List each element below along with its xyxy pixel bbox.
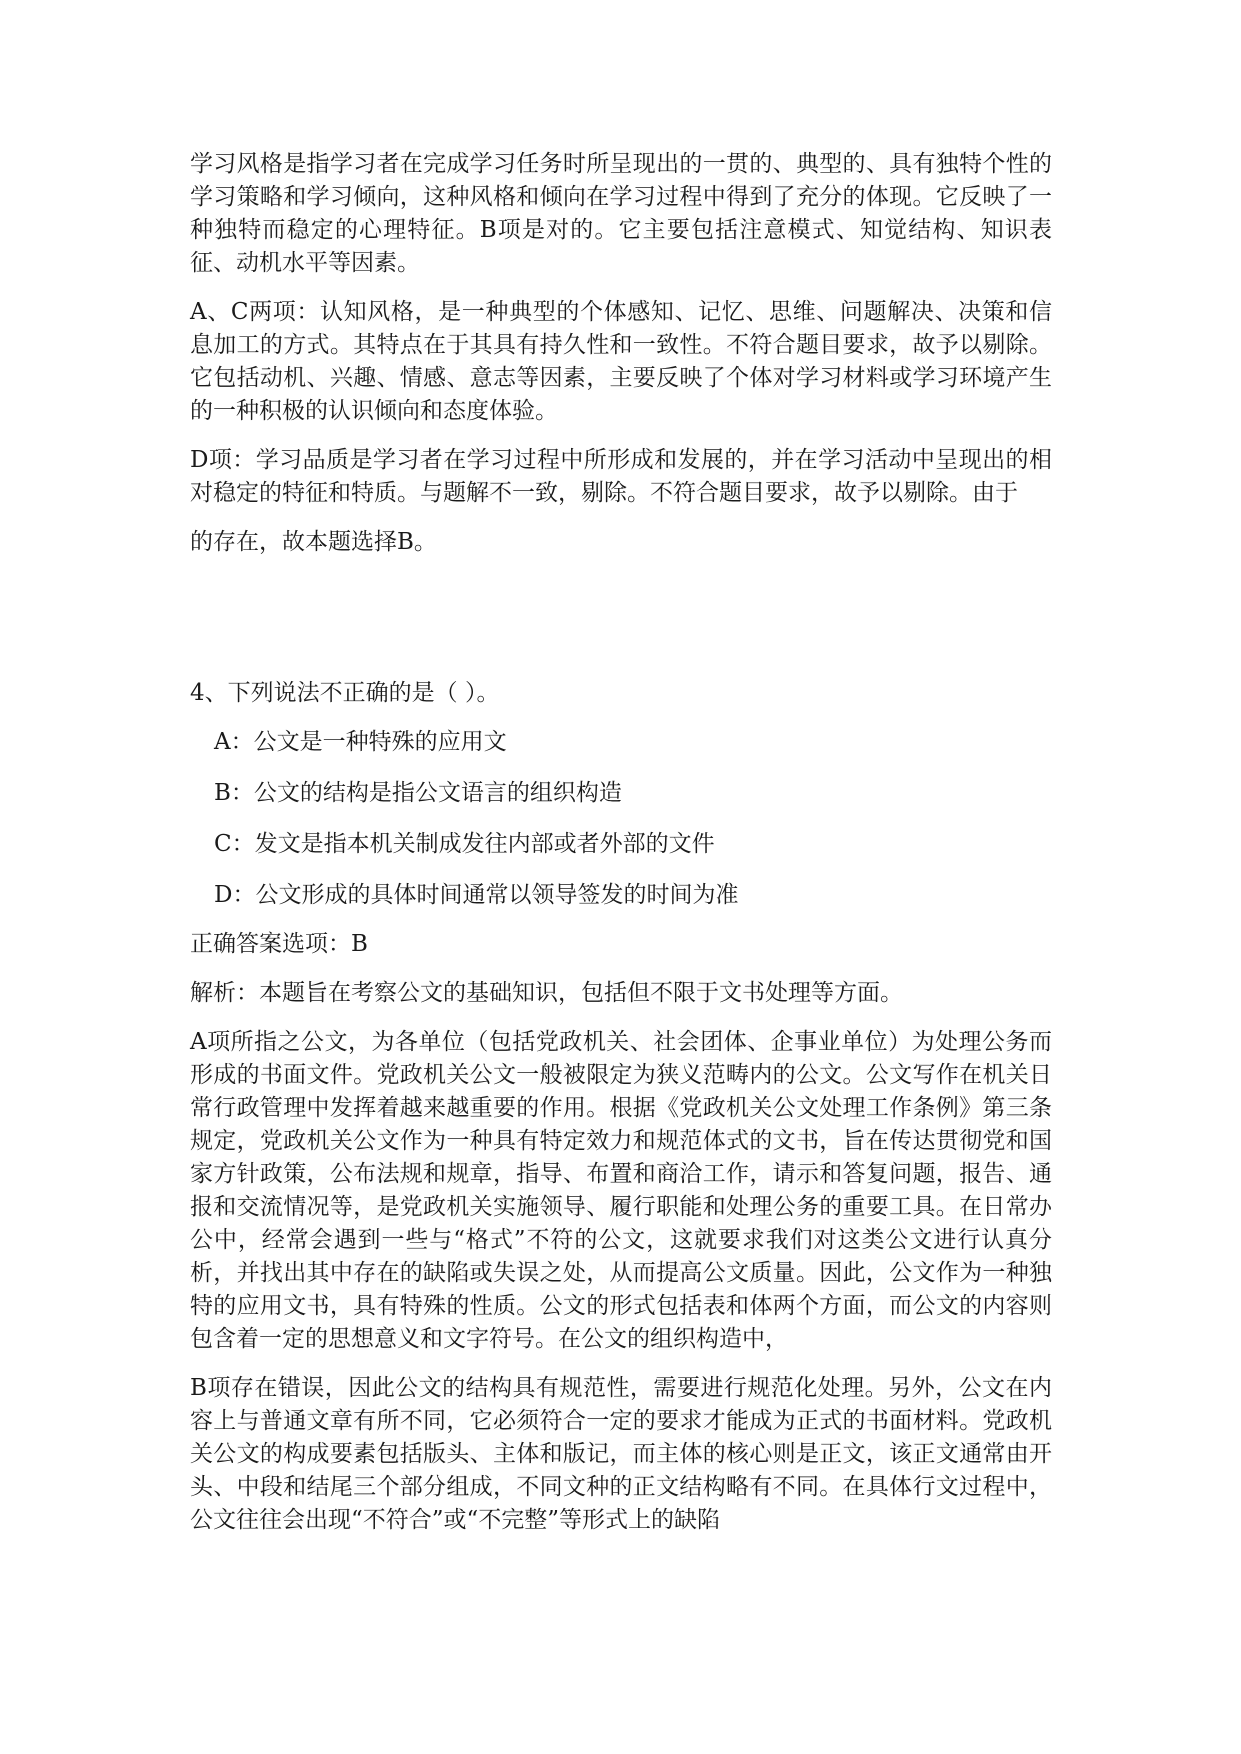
analysis-paragraph-b: B项存在错误，因此公文的结构具有规范性，需要进行规范化处理。另外，公文在内容上与普通文章有所不同，它必须符合一定的要求才能成为正式的书面材料。党政机关公文的构成要素包括版头、主体和版记，而主体的核心则是正文，该正文通常由开头、中段和结尾三个部分组成，不同文种的正文结构略有不同。在具体行文过程中，公文往往会出现“不符合”或“不完整”等形式上的缺陷	[190, 1375, 1052, 1533]
document-body	[190, 148, 1052, 1553]
correct-answer: 正确答案选项：B	[190, 931, 368, 957]
explanation-paragraph-3: D项：学习品质是学习者在学习过程中所形成和发展的，并在学习活动中呈现出的相对稳定的特征和特质。与题解不一致，剔除。不符合题目要求，故予以剔除。由于	[190, 447, 1052, 506]
explanation-conclusion: 的存在，故本题选择B。	[190, 529, 437, 555]
question-stem: 4、下列说法不正确的是（ ）。	[190, 680, 500, 706]
option-a: A：公文是一种特殊的应用文	[214, 729, 507, 755]
explanation-paragraph-2: A、C两项：认知风格，是一种典型的个体感知、记忆、思维、问题解决、决策和信息加工的方式。其特点在于其具有持久性和一致性。不符合题目要求，故予以剔除。它包括动机、兴趣、情感、意志等因素，主要反映了个体对学习材料或学习环境产生的一种积极的认识倾向和态度体验。	[190, 299, 1052, 424]
option-b: B：公文的结构是指公文语言的组织构造	[214, 780, 622, 806]
option-c: C：发文是指本机关制成发往内部或者外部的文件	[214, 831, 715, 857]
analysis-intro: 解析：本题旨在考察公文的基础知识，包括但不限于文书处理等方面。	[190, 980, 903, 1006]
analysis-paragraph-a: A项所指之公文，为各单位（包括党政机关、社会团体、企事业单位）为处理公务而形成的书面文件。党政机关公文一般被限定为狭义范畴内的公文。公文写作在机关日常行政管理中发挥着越来越重要的作用。根据《党政机关公文处理工作条例》第三条规定，党政机关公文作为一种具有特定效力和规范体式的文书，旨在传达贯彻党和国家方针政策，公布法规和规章，指导、布置和商洽工作，请示和答复问题，报告、通报和交流情况等，是党政机关实施领导、履行职能和处理公务的重要工具。在日常办公中，经常会遇到一些与“格式”不符的公文，这就要求我们对这类公文进行认真分析，并找出其中存在的缺陷或失误之处，从而提高公文质量。因此，公文作为一种独特的应用文书，具有特殊的性质。公文的形式包括表和体两个方面，而公文的内容则包含着一定的思想意义和文字符号。在公文的组织构造中，	[190, 1029, 1052, 1352]
explanation-paragraph-1: 学习风格是指学习者在完成学习任务时所呈现出的一贯的、典型的、具有独特个性的学习策略和学习倾向，这种风格和倾向在学习过程中得到了充分的体现。它反映了一种独特而稳定的心理特征。B项是对的。它主要包括注意模式、知觉结构、知识表征、动机水平等因素。	[190, 151, 1052, 276]
option-list	[190, 726, 1052, 912]
option-d: D：公文形成的具体时间通常以领导签发的时间为准	[214, 882, 739, 908]
